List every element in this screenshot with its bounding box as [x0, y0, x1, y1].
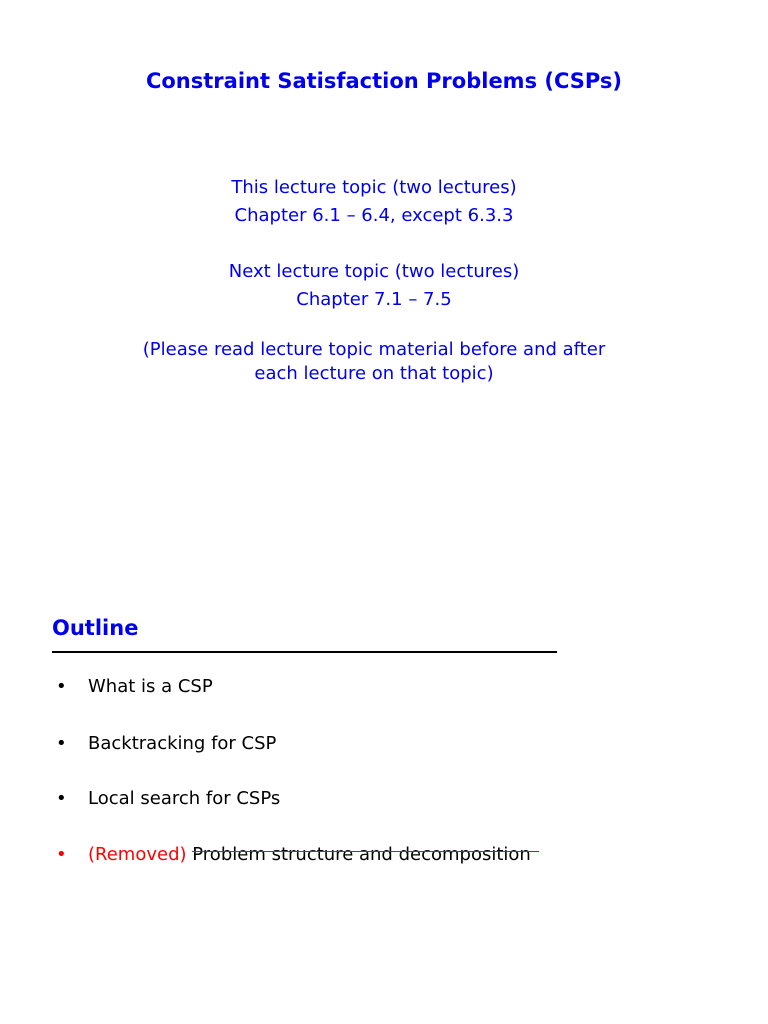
bullet-icon: • [56, 676, 67, 697]
removed-label: (Removed) [88, 844, 187, 865]
next-lecture-topic: Next lecture topic (two lectures) [228, 261, 520, 282]
outline-item-text: Local search for CSPs [88, 788, 281, 809]
this-lecture-chapters: Chapter 6.1 – 6.4, except 6.3.3 [234, 205, 514, 226]
struck-item-text [192, 842, 531, 868]
outline-item-text: What is a CSP [88, 676, 213, 697]
outline-divider [52, 651, 557, 653]
outline-item-text: Problem structure and decomposition [192, 844, 531, 865]
bullet-icon: • [56, 844, 67, 865]
next-lecture-chapters: Chapter 7.1 – 7.5 [296, 289, 452, 310]
reading-note-block [0, 338, 748, 386]
strikethrough-line [192, 851, 539, 852]
outline-item-removed [56, 842, 531, 868]
bullet-icon: • [56, 788, 67, 809]
next-lecture-block [0, 258, 748, 314]
reading-note-line-2: each lecture on that topic) [254, 363, 494, 384]
outline-heading: Outline [52, 616, 139, 640]
reading-note-line-1: (Please read lecture topic material before and after [142, 339, 606, 360]
slide-title: Constraint Satisfaction Problems (CSPs) [145, 69, 623, 93]
bullet-icon: • [56, 733, 67, 754]
this-lecture-block [0, 174, 748, 230]
outline-item-text: Backtracking for CSP [88, 733, 277, 754]
outline-item [56, 786, 280, 812]
this-lecture-topic: This lecture topic (two lectures) [231, 177, 517, 198]
outline-item [56, 731, 276, 757]
outline-item [56, 674, 213, 700]
